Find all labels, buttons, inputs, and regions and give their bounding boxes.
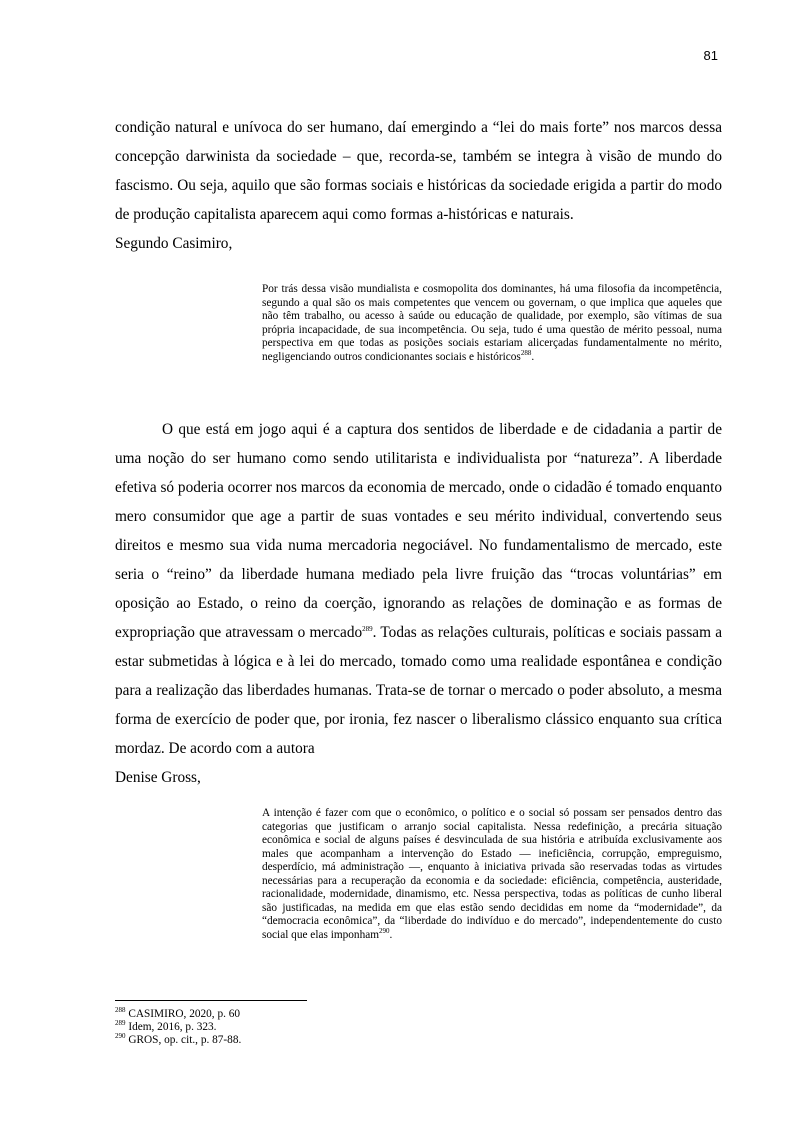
block-quote-2	[262, 807, 722, 942]
block-quote-1-text: Por trás dessa visão mundialista e cosmopolita dos dominantes, há uma filosofia da incompetência, segundo a qual são os mais competentes que vencem ou governam, o que implica que aqueles que não têm trabalho, ou acesso à saúde ou educação de qualidade, por exemplo, são vítimas de sua própria incapacidade, de sua incompetência. Ou seja, tudo é uma questão de mérito pessoal, numa perspectiva em que todas as posições sociais estariam alicerçadas fundamentalmente no mérito, negligenciando outros condicionantes sociais e históricos	[262, 283, 722, 363]
footnote-number: 288	[115, 1006, 126, 1015]
footnote-289	[115, 1021, 515, 1034]
paragraph-1-text: condição natural e unívoca do ser humano, daí emergindo a “lei do mais forte” nos marcos dessa concepção darwinista da sociedade – que, recorda-se, também se integra à visão de mundo do fascismo. Ou seja, aquilo que são formas sociais e históricas da sociedade erigida a partir do modo de produção capitalista aparecem aqui como formas a-históricas e naturais.	[115, 119, 722, 223]
footnote-number: 289	[115, 1019, 126, 1028]
block-quote-2-text: A intenção é fazer com que o econômico, o político e o social só possam ser pensados dentro das categorias que justificam o arranjo social capitalista. Nessa redefinição, a precária situação econômica e social de alguns países é desvinculada de sua história e atribuída exclusivamente aos males que acompanham a intervenção do Estado — ineficiência, corrupção, empreguismo, desperdício, má administração —, enquanto à iniciativa privada são reservadas todas as virtudes necessárias para a recuperação da economia e da sociedade: eficiência, competência, austeridade, racionalidade, modernidade, dinamismo, etc. Nessa perspectiva, todas as políticas de cunho liberal são justificadas, na medida em que elas estão sendo decididas em nome da “modernidade”, da “democracia econômica”, da “liberdade do indivíduo e do mercado”, independentemente do custo social que elas imponham	[262, 807, 722, 941]
footnotes	[115, 1008, 515, 1046]
block-quote-1-end: .	[531, 350, 535, 363]
paragraph-1	[115, 113, 722, 258]
paragraph-2-text-a: O que está em jogo aqui é a captura dos sentidos de liberdade e de cidadania a partir de uma noção do ser humano como sendo utilitarista e individualista por “natureza”. A liberdade efetiva só poderia ocorrer nos marcos da economia de mercado, onde o cidadão é tomado enquanto mero consumidor que age a partir de suas vontades e seu mérito individual, convertendo seus direitos e mesmo sua vida numa mercadoria negociável. No fundamentalismo de mercado, este seria o “reino” da liberdade humana mediado pela livre fruição das “trocas voluntárias” em oposição ao Estado, o reino da coerção, ignorando as relações de dominação e as formas de expropriação que atravessam o mercado	[115, 421, 722, 641]
paragraph-2-tail: Denise Gross,	[115, 769, 201, 786]
footnote-290	[115, 1031, 515, 1047]
footnote-ref-289[interactable]: 289	[362, 624, 373, 633]
page-number: 81	[703, 48, 718, 63]
footnote-text: GROS, op. cit., p. 87-88.	[125, 1033, 242, 1046]
paragraph-2-text-b: . Todas as relações culturais, políticas e sociais passam a estar submetidas à lógica e à lei do mercado, tomado como uma realidade espontânea e condição para a realização das liberdades humanas. Trata-se de tornar o mercado o poder absoluto, a mesma forma de exercício de poder que, por ironia, fez nascer o liberalismo clássico enquanto sua crítica mordaz. De acordo com a autora	[115, 624, 722, 757]
block-quote-2-end: .	[389, 928, 393, 941]
paragraph-1-tail: Segundo Casimiro,	[115, 235, 233, 252]
footnote-text: Idem, 2016, p. 323.	[125, 1020, 217, 1033]
footnote-separator	[115, 1000, 307, 1001]
footnote-288	[115, 1008, 515, 1021]
paragraph-2	[115, 415, 722, 792]
footnote-ref-288[interactable]: 288	[520, 348, 532, 357]
footnote-number: 290	[115, 1031, 126, 1040]
block-quote-1	[262, 283, 722, 364]
footnote-text: CASIMIRO, 2020, p. 60	[125, 1008, 241, 1020]
footnote-ref-290[interactable]: 290	[379, 926, 390, 935]
